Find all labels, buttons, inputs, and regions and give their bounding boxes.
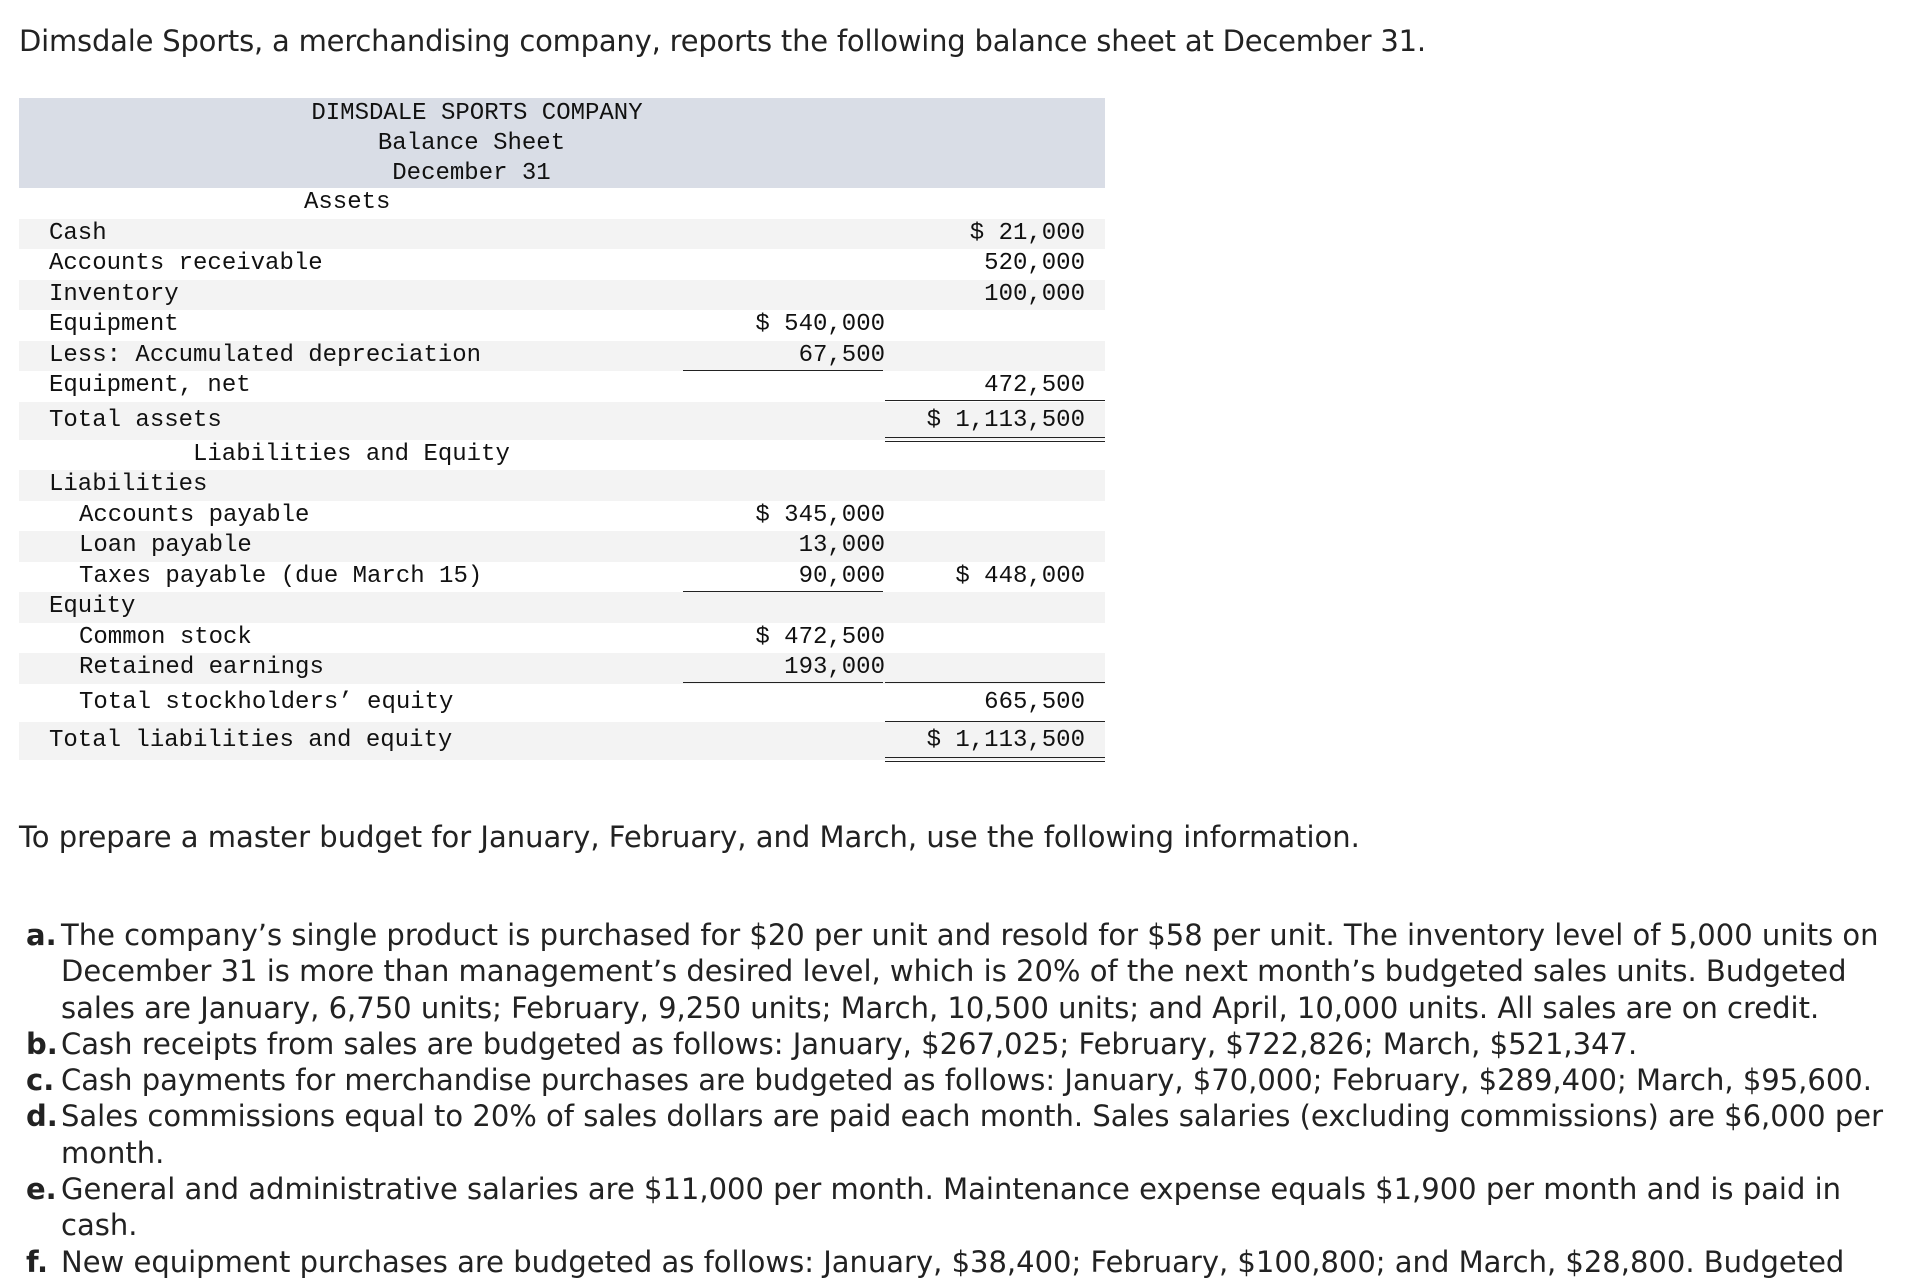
row-taxes-payable — [19, 562, 1105, 593]
row-total-liabilities-equity — [19, 722, 1105, 760]
item-key: b. — [26, 1026, 58, 1061]
instructions-text: To prepare a master budget for January, February, and March, use the following information. — [19, 820, 1360, 854]
re-value: 193,000 — [784, 654, 885, 681]
list-item — [26, 1026, 1906, 1062]
tax-label: Taxes payable (due March 15) — [79, 562, 483, 590]
row-liabilities — [19, 470, 1105, 501]
statement-date: December 31 — [392, 160, 551, 187]
budget-info-list — [26, 917, 1906, 1280]
row-common-stock — [19, 623, 1105, 654]
double-underline — [885, 757, 1105, 762]
item-text: Cash receipts from sales are budgeted as follows: January, $267,025; February, $722,826; March, $521,347. — [61, 1026, 1638, 1061]
ap-label: Accounts payable — [79, 501, 310, 529]
tle-value: $ 1,113,500 — [926, 726, 1085, 754]
tle-label: Total liabilities and equity — [49, 726, 453, 754]
liabilities-equity-heading: Liabilities and Equity — [193, 440, 510, 468]
list-item — [26, 1098, 1906, 1171]
row-cash — [19, 219, 1105, 250]
list-item — [26, 1171, 1906, 1244]
item-key: f. — [26, 1244, 49, 1279]
row-retained-earnings — [19, 653, 1105, 684]
intro-text: Dimsdale Sports, a merchandising company, reports the following balance sheet at December 31. — [19, 24, 1426, 58]
cash-value: $ 21,000 — [969, 219, 1085, 247]
tax-value: 90,000 — [798, 562, 885, 590]
item-key: e. — [26, 1172, 57, 1207]
ar-label: Accounts receivable — [49, 250, 323, 277]
equity-label: Equity — [49, 593, 136, 620]
row-equipment-net — [19, 371, 1105, 402]
inventory-label: Inventory — [49, 280, 179, 308]
cash-label: Cash — [49, 219, 107, 247]
equipment-value: $ 540,000 — [755, 311, 885, 338]
item-text: The company’s single product is purchased for $20 per unit and resold for $58 per unit. The inventory level of 5,000 units on December 31 is more than management’s desired level, which is 20% of the next month’s budgeted sales units. Budgeted sales are January, 6,750 units; February, 9,250 units; March, 10,500 units; and April, 10,000 units. All sales are on credit. — [61, 918, 1879, 1025]
assets-heading: Assets — [304, 189, 391, 216]
ap-value: $ 345,000 — [755, 501, 885, 529]
item-text: Sales commissions equal to 20% of sales dollars are paid each month. Sales salaries (excluding commissions) are $6,000 per month. — [61, 1099, 1883, 1170]
loan-value: 13,000 — [798, 532, 885, 559]
row-equity — [19, 592, 1105, 623]
cs-label: Common stock — [79, 623, 252, 651]
item-text: Cash payments for merchandise purchases are budgeted as follows: January, $70,000; February, $289,400; March, $95,600. — [61, 1063, 1872, 1098]
row-accounts-payable — [19, 501, 1105, 532]
tse-label: Total stockholders’ equity — [79, 688, 454, 716]
total-assets-value: $ 1,113,500 — [926, 406, 1085, 434]
assets-heading-row — [19, 188, 1105, 219]
row-total-stockholders-equity — [19, 684, 1105, 722]
accdep-value: 67,500 — [798, 341, 885, 369]
item-key: a. — [26, 918, 57, 952]
tse-value: 665,500 — [984, 688, 1085, 716]
balance-sheet — [19, 98, 1105, 760]
row-accounts-receivable — [19, 249, 1105, 280]
item-text: General and administrative salaries are $11,000 per month. Maintenance expense equals $1,900 per month and is paid in cash. — [61, 1172, 1842, 1243]
row-total-assets — [19, 402, 1105, 440]
total-liabilities-value: $ 448,000 — [955, 562, 1085, 590]
inventory-value: 100,000 — [984, 280, 1085, 308]
row-inventory — [19, 280, 1105, 311]
equipment-label: Equipment — [49, 311, 179, 338]
item-text: New equipment purchases are budgeted as follows: January, $38,400; February, $100,800; and March, $28,800. Budgeted — [61, 1244, 1845, 1279]
balance-sheet-header — [19, 98, 1105, 188]
le-heading-row — [19, 440, 1105, 471]
list-item — [26, 1062, 1906, 1098]
accdep-label: Less: Accumulated depreciation — [49, 341, 482, 369]
list-item — [26, 1244, 1906, 1280]
re-label: Retained earnings — [79, 654, 324, 681]
item-key: d. — [26, 1099, 58, 1134]
item-key: c. — [26, 1063, 55, 1098]
cs-value: $ 472,500 — [755, 623, 885, 651]
list-item — [26, 917, 1906, 1026]
liabilities-label: Liabilities — [49, 471, 208, 498]
loan-label: Loan payable — [79, 532, 252, 559]
row-loan-payable — [19, 531, 1105, 562]
company-name: DIMSDALE SPORTS COMPANY — [311, 100, 643, 127]
ar-value: 520,000 — [984, 250, 1085, 277]
equipnet-label: Equipment, net — [49, 372, 251, 399]
statement-title: Balance Sheet — [377, 130, 566, 157]
equipnet-value: 472,500 — [984, 372, 1085, 399]
row-equipment — [19, 310, 1105, 341]
total-assets-label: Total assets — [49, 406, 222, 434]
row-accumulated-depreciation — [19, 341, 1105, 372]
